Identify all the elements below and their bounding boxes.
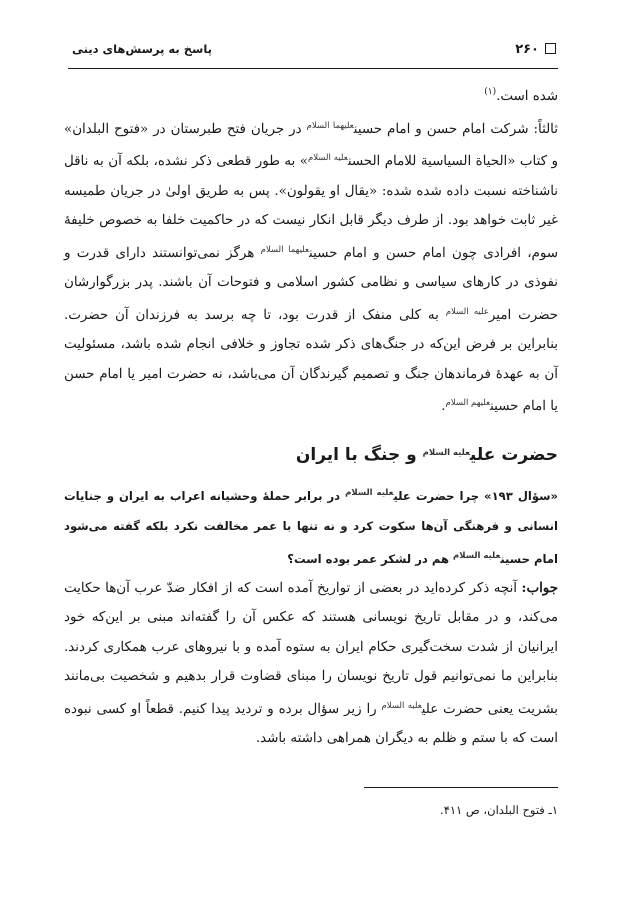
honorific-mark: علیه السلام bbox=[345, 487, 394, 498]
square-bullet-icon bbox=[545, 43, 556, 54]
paragraph-third-point: ثالثاً: شرکت امام حسن و امام حسین$^{علیهما السلام}$ در جریان فتح طبرستان در «فتوح البلدان» و کتاب «الحیاة السیاسیة للامام الحسن$^{علیه السلام}$» به طور قطعی ذکر نشده، بلکه آن به ناقل ناشناخته نسبت داده شده شده: «یقال او یقولون». پس به طریق اولیٰ در جریان طمیسه غیر ثابت خواهد بود. از طرف دیگر قابل انکار نیست که در حاکمیت خلفا به خصوص خلیفهٔ سوم، افرادی چون امام حسن و امام حسین$^{علیهما السلام}$ هرگز نمی‌توانستند دارای قدرت و نفوذی در کارهای سیاسی و نظامی کشور اسلامی و فتوحات آن باشند. پدر بزرگوارشان حضرت امیر$^{علیه السلام}$ به کلی منفک از قدرت بود، تا چه برسد به فرزندان آن حضرت. بنابراین بر فرض این‌که در جنگ‌های ذکر شده تجاوز و خلافی انجام شده باشد، مسئولیت آن به عهدهٔ فرماندهان جنگ و تصمیم گیرندگان آن می‌باشد، نه حضرت امیر یا امام حسن یا امام حسین$^{علیهم السلام}$. bbox=[64, 120, 558, 414]
honorific-mark: علیهما السلام bbox=[306, 120, 354, 131]
main-text bbox=[64, 78, 558, 754]
honorific-mark: علیهم السلام bbox=[445, 398, 491, 408]
answer-label: جواب: bbox=[521, 579, 558, 596]
honorific-mark: علیه السلام bbox=[453, 550, 501, 561]
honorific-mark: علیه السلام bbox=[381, 700, 422, 711]
paragraph-continuation: شده است.$^{(۱)}$ bbox=[484, 87, 558, 104]
question-193: «سؤال ۱۹۳» چرا حضرت علی$^{علیه السلام}$ در برابر حملهٔ وحشیانه اعراب به ایران و جنایات انسانی و فرهنگی آن‌ها سکوت کرد و نه تنها با عمر مخالفت نکرد بلکه گفته می‌شود امام حسین$^{علیه السلام}$ هم در لشکر عمر بوده است؟ bbox=[64, 487, 559, 566]
page-header bbox=[72, 38, 556, 64]
honorific-mark: علیه السلام bbox=[307, 153, 348, 163]
running-title: پاسخ به پرسش‌های دینی bbox=[72, 42, 212, 56]
header-divider bbox=[68, 68, 558, 69]
section-heading: حضرت علی$^{علیه السلام}$ و جنگ با ایران bbox=[295, 444, 558, 465]
footnote: ۱ـ فتوح البلدان، ص ۴۱۱. bbox=[440, 803, 558, 817]
footnote-reference: (۱) bbox=[484, 87, 497, 97]
honorific-mark: علیه السلام bbox=[445, 306, 489, 317]
footnote-divider bbox=[364, 787, 558, 788]
answer-paragraph: جواب: آنچه ذکر کرده‌اید در بعضی از تواریخ آمده است که از افکار ضدّ عرب آن‌ها حکایت می‌کند، و در مقابل تاریخ نویسانی هستند که عکس آن را گفته‌اند مبنی بر این‌که خود ایرانیان از شدت سخت‌گیری حکام ایران به ستوه آمده و با نیروهای عرب همکاری کردند. بنابراین ما نمی‌توانیم قول تاریخ نویسان را مبنای قضاوت قرار بدهیم و شخصیت بی‌مانند بشریت یعنی حضرت علی$^{علیه السلام}$ را زیر سؤال برده و تردید پیدا کنیم. قطعاً او کسی نبوده است که با ستم و ظلم به دیگران همراهی داشته باشد. bbox=[64, 579, 558, 746]
honorific-mark: علیه السلام bbox=[422, 447, 470, 458]
honorific-mark: علیهما السلام bbox=[260, 244, 310, 255]
page-number: ۲۶۰ bbox=[515, 42, 556, 57]
